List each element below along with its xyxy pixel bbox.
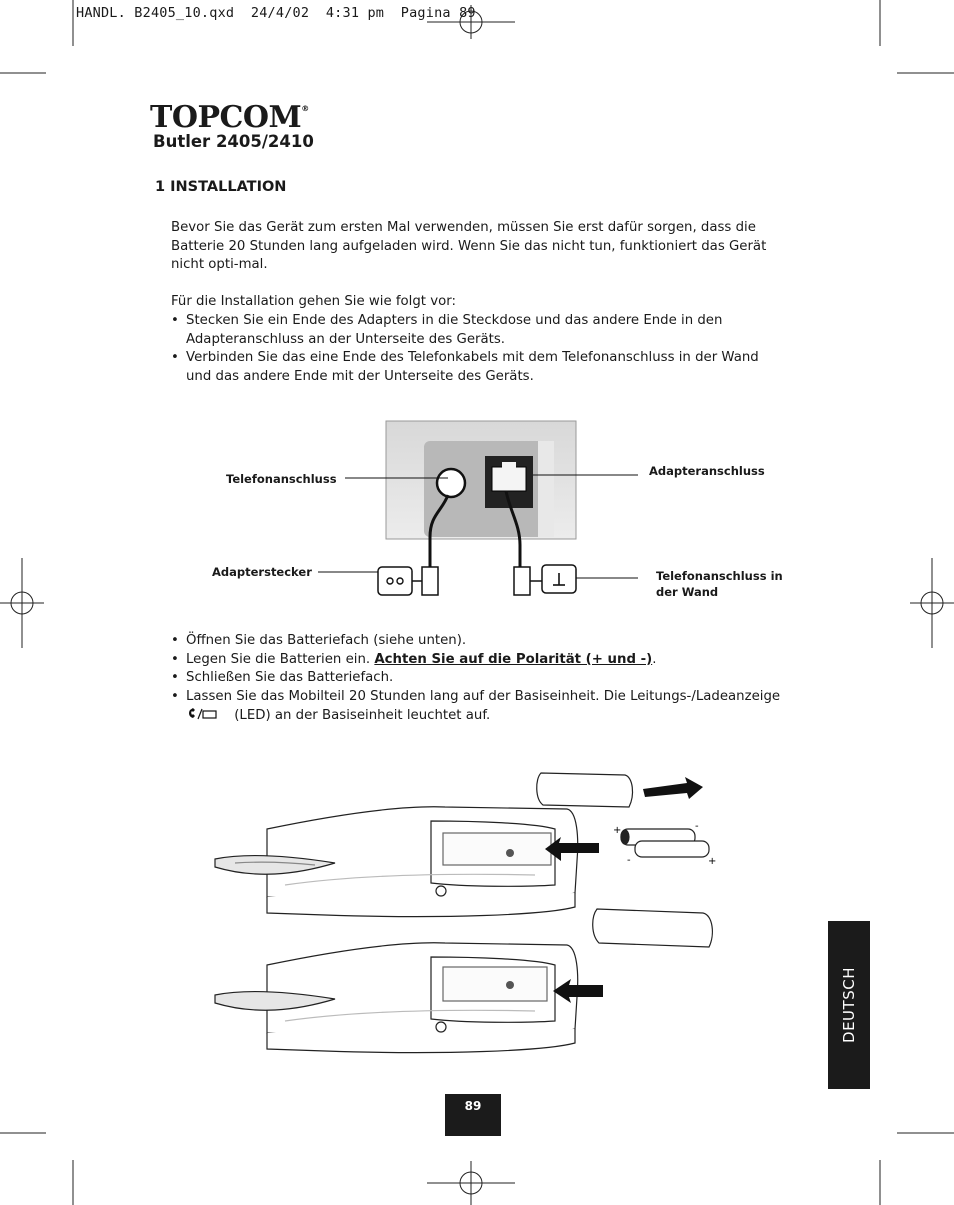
polarity-plus-1: + — [613, 825, 622, 836]
steps-intro: Für die Installation gehen Sie wie folgt vor: — [171, 294, 456, 309]
file-slug-line: HANDL. B2405_10.qxd 24/4/02 4:31 pm Pagina 89 — [76, 5, 476, 21]
list-item: • Schließen Sie das Batteriefach. — [171, 669, 791, 688]
label-adapteranschluss: Adapteranschluss — [649, 464, 765, 478]
model-name: Butler 2405/2410 — [153, 132, 314, 151]
polarity-plus-2: + — [708, 856, 717, 867]
polarity-minus-2: - — [627, 855, 631, 866]
adapter-plug — [378, 567, 412, 595]
brand-logo: TOPCOM® — [150, 100, 309, 135]
list-item: • Verbinden Sie das eine Ende des Telefonkabels mit dem Telefonanschluss in der Wand und das andere Ende mit der Unterseite des Geräts. — [171, 349, 783, 386]
line-charge-led-icon — [186, 707, 220, 721]
battery-steps-list — [171, 632, 791, 706]
label-wall-socket: Telefonanschluss in der Wand — [656, 569, 783, 599]
section-heading: 1 INSTALLATION — [155, 179, 287, 195]
label-telefonanschluss: Telefonanschluss — [226, 472, 337, 486]
led-line: (LED) an der Basiseinheit leuchtet auf. — [186, 707, 490, 726]
intro-paragraph: Bevor Sie das Gerät zum ersten Mal verwenden, müssen Sie erst dafür sorgen, dass die Batterie 20 Stunden lang aufgeladen wird. Wenn Sie das nicht tun, funktioniert das Gerät nicht opti-mal. — [171, 220, 767, 273]
list-item: • Legen Sie die Batterien ein. Achten Sie auf die Polarität (+ und -). — [171, 651, 791, 670]
page-number: 89 — [445, 1094, 501, 1136]
list-item: • Lassen Sie das Mobilteil 20 Stunden lang auf der Basiseinheit. Die Leitungs-/Ladeanzeige — [171, 688, 791, 707]
list-item: • Stecken Sie ein Ende des Adapters in die Steckdose und das andere Ende in den Adapteranschluss an der Unterseite des Geräts. — [171, 312, 783, 349]
language-tab: DEUTSCH — [828, 921, 870, 1089]
list-item: • Öffnen Sie das Batteriefach (siehe unten). — [171, 632, 791, 651]
battery-insertion-illustration — [205, 765, 725, 1065]
polarity-warning: Achten Sie auf die Polarität (+ und -) — [374, 651, 653, 667]
phone-socket — [437, 469, 465, 497]
polarity-minus-1: - — [695, 821, 699, 832]
label-adapterstecker: Adapterstecker — [212, 565, 312, 579]
install-steps-list — [171, 312, 783, 386]
